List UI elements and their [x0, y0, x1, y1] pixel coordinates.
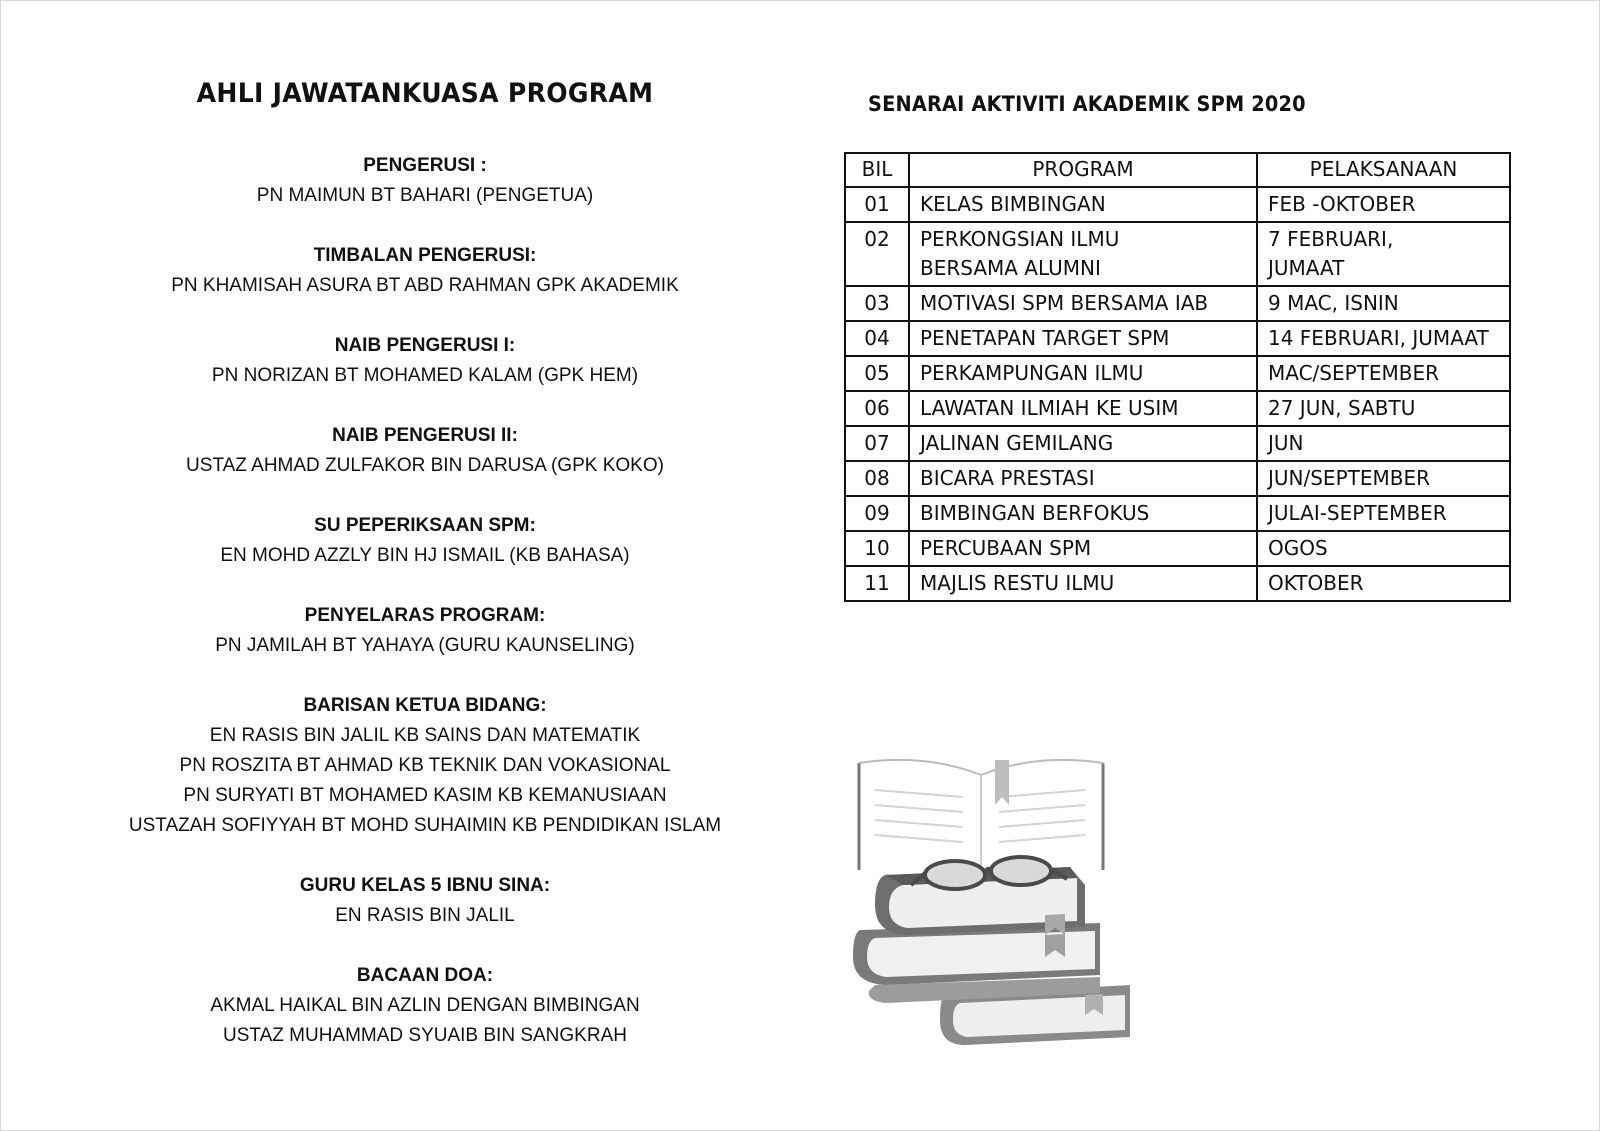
role-member: PN ROSZITA BT AHMAD KB TEKNIK DAN VOKASIONAL	[179, 755, 671, 776]
role-member: PN NORIZAN BT MOHAMED KALAM (GPK HEM)	[211, 365, 639, 386]
role-label: GURU KELAS 5 IBNU SINA:	[299, 875, 551, 896]
cell-program	[909, 187, 1257, 222]
cell-pelaksanaan	[1257, 356, 1510, 391]
cell-bil: 05	[845, 356, 909, 391]
cell-pelaksanaan	[1257, 286, 1510, 321]
books-with-glasses-icon	[845, 745, 1175, 1075]
cell-pelaksanaan	[1257, 461, 1510, 496]
committee-title: AHLI JAWATANKUASA PROGRAM	[196, 78, 654, 109]
role-member: EN RASIS BIN JALIL	[335, 905, 515, 926]
table-row	[845, 426, 1510, 461]
role-label: BARISAN KETUA BIDANG:	[303, 695, 547, 716]
table-row	[845, 286, 1510, 321]
table-row	[845, 391, 1510, 426]
cell-program	[909, 461, 1257, 496]
role-label: TIMBALAN PENGERUSI:	[313, 245, 537, 266]
role-label: BACAAN DOA:	[356, 965, 494, 986]
committee-role	[110, 241, 740, 301]
role-label: SU PEPERIKSAAN SPM:	[314, 515, 536, 536]
table-row	[845, 356, 1510, 391]
role-member: EN RASIS BIN JALIL KB SAINS DAN MATEMATIK	[209, 725, 641, 746]
cell-program	[909, 391, 1257, 426]
role-label: PENGERUSI :	[363, 155, 487, 176]
committee-role	[110, 331, 740, 391]
activities-table	[844, 152, 1511, 602]
role-member: PN MAIMUN BT BAHARI (PENGETUA)	[256, 185, 594, 206]
pelaksanaan-text: 27 JUN, SABTU	[1268, 396, 1416, 420]
cell-bil: 11	[845, 566, 909, 601]
cell-bil: 10	[845, 531, 909, 566]
table-row	[845, 566, 1510, 601]
role-member: USTAZAH SOFIYYAH BT MOHD SUHAIMIN KB PENDIDIKAN ISLAM	[128, 815, 722, 836]
program-text: BERSAMA ALUMNI	[920, 256, 1101, 280]
header-bil: BIL	[845, 153, 909, 187]
role-member: USTAZ MUHAMMAD SYUAIB BIN SANGKRAH	[223, 1025, 627, 1046]
table-row	[845, 187, 1510, 222]
program-text: BIMBINGAN BERFOKUS	[920, 501, 1150, 525]
cell-pelaksanaan	[1257, 391, 1510, 426]
pelaksanaan-text: JUN/SEPTEMBER	[1268, 466, 1430, 490]
program-text: PENETAPAN TARGET SPM	[920, 326, 1170, 350]
committee-role	[110, 601, 740, 661]
pelaksanaan-text: OKTOBER	[1268, 571, 1364, 595]
cell-pelaksanaan	[1257, 566, 1510, 601]
cell-bil: 02	[845, 222, 909, 286]
cell-program	[909, 286, 1257, 321]
cell-program	[909, 222, 1257, 286]
role-label: NAIB PENGERUSI I:	[334, 335, 516, 356]
cell-pelaksanaan	[1257, 426, 1510, 461]
pelaksanaan-text: FEB -OKTOBER	[1268, 192, 1416, 216]
role-member: PN JAMILAH BT YAHAYA (GURU KAUNSELING)	[215, 635, 635, 656]
cell-pelaksanaan	[1257, 187, 1510, 222]
table-row	[845, 461, 1510, 496]
table-row	[845, 496, 1510, 531]
cell-program	[909, 566, 1257, 601]
pelaksanaan-text: JULAI-SEPTEMBER	[1268, 501, 1447, 525]
cell-pelaksanaan	[1257, 531, 1510, 566]
pelaksanaan-text: 7 FEBRUARI,	[1268, 227, 1394, 251]
table-row	[845, 222, 1510, 286]
pelaksanaan-text: 14 FEBRUARI, JUMAAT	[1268, 326, 1489, 350]
committee-role	[110, 511, 740, 571]
pelaksanaan-text: MAC/SEPTEMBER	[1268, 361, 1440, 385]
program-text: MAJLIS RESTU ILMU	[920, 571, 1115, 595]
committee-role	[110, 151, 740, 211]
books-illustration	[845, 745, 1175, 1075]
program-text: LAWATAN ILMIAH KE USIM	[920, 396, 1179, 420]
program-text: MOTIVASI SPM BERSAMA IAB	[920, 291, 1209, 315]
cell-bil: 07	[845, 426, 909, 461]
committee-role	[110, 421, 740, 481]
pelaksanaan-text: JUN	[1268, 431, 1304, 455]
cell-bil: 08	[845, 461, 909, 496]
cell-program	[909, 321, 1257, 356]
table-row	[845, 531, 1510, 566]
committee-role	[110, 871, 740, 931]
cell-program	[909, 426, 1257, 461]
program-text: PERKAMPUNGAN ILMU	[920, 361, 1144, 385]
cell-program	[909, 356, 1257, 391]
cell-program	[909, 496, 1257, 531]
cell-program	[909, 531, 1257, 566]
cell-bil: 04	[845, 321, 909, 356]
role-member: PN KHAMISAH ASURA BT ABD RAHMAN GPK AKADEMIK	[171, 275, 679, 296]
role-label: PENYELARAS PROGRAM:	[304, 605, 546, 626]
header-pelaksanaan: PELAKSANAAN	[1257, 153, 1510, 187]
role-member: EN MOHD AZZLY BIN HJ ISMAIL (KB BAHASA)	[220, 545, 630, 566]
program-text: KELAS BIMBINGAN	[920, 192, 1106, 216]
cell-pelaksanaan	[1257, 222, 1510, 286]
cell-bil: 06	[845, 391, 909, 426]
cell-pelaksanaan	[1257, 496, 1510, 531]
committee-roles	[110, 151, 740, 1051]
program-text: JALINAN GEMILANG	[920, 431, 1114, 455]
cell-pelaksanaan	[1257, 321, 1510, 356]
cell-bil: 09	[845, 496, 909, 531]
committee-role	[110, 691, 740, 841]
table-header-row	[845, 153, 1510, 187]
role-member: AKMAL HAIKAL BIN AZLIN DENGAN BIMBINGAN	[210, 995, 640, 1016]
committee-section	[110, 78, 740, 1081]
program-text: PERCUBAAN SPM	[920, 536, 1092, 560]
activities-title: SENARAI AKTIVITI AKADEMIK SPM 2020	[868, 92, 1306, 116]
role-member: PN SURYATI BT MOHAMED KASIM KB KEMANUSIAAN	[183, 785, 667, 806]
program-text: BICARA PRESTASI	[920, 466, 1095, 490]
role-label: NAIB PENGERUSI II:	[332, 425, 518, 446]
pelaksanaan-text: OGOS	[1268, 536, 1328, 560]
activities-table-body	[845, 187, 1510, 601]
role-member: USTAZ AHMAD ZULFAKOR BIN DARUSA (GPK KOKO)	[186, 455, 664, 476]
committee-role	[110, 961, 740, 1051]
program-text: PERKONGSIAN ILMU	[920, 227, 1120, 251]
pelaksanaan-text: 9 MAC, ISNIN	[1268, 291, 1399, 315]
table-row	[845, 321, 1510, 356]
cell-bil: 03	[845, 286, 909, 321]
header-program: PROGRAM	[909, 153, 1257, 187]
cell-bil: 01	[845, 187, 909, 222]
pelaksanaan-text: JUMAAT	[1268, 256, 1345, 280]
